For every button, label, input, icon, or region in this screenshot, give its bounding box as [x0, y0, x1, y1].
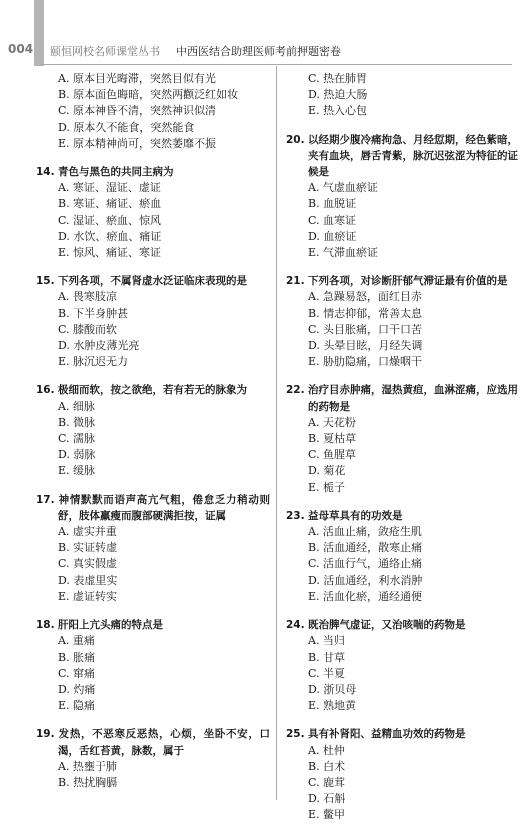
option: B. 下半身肿甚 — [58, 306, 129, 320]
option: D. 水饮、瘀血、痛证 — [58, 229, 162, 243]
option: D. 热迫大肠 — [308, 88, 368, 102]
option: C. 鱼腥草 — [308, 448, 357, 462]
question-number: 21. — [286, 275, 305, 288]
option: E. 熟地黄 — [308, 699, 357, 713]
question-stem — [286, 132, 518, 181]
question-number: 20. — [286, 133, 305, 146]
option: A. 急躁易怒，面红目赤 — [308, 290, 422, 304]
option: C. 真实假虚 — [58, 557, 118, 571]
left-column — [36, 71, 270, 791]
question-number: 25. — [286, 728, 305, 741]
question-stem — [286, 508, 518, 524]
question-24 — [286, 617, 518, 714]
option: B. 实证转虚 — [58, 541, 118, 555]
option: C. 活血行气，通络止痛 — [308, 557, 423, 571]
question-text: 以经期少腹冷痛拘急、月经愆期，经色紫暗，夹有血块，唇舌青紫，脉沉迟弦涩为特征的证候是 — [308, 133, 518, 179]
option: C. 湿证、瘀血、惊风 — [58, 213, 162, 227]
option: A. 虚实并重 — [58, 525, 117, 539]
question-19 — [36, 726, 270, 791]
option: E. 气滞血瘀证 — [308, 246, 379, 260]
option: E. 原本精神尚可，突然萎靡不振 — [58, 136, 217, 150]
option: A. 细脉 — [58, 399, 95, 413]
option: D. 浙贝母 — [308, 682, 357, 696]
question-text: 肝阳上亢头痛的特点是 — [58, 619, 163, 632]
book-title: 中西医结合助理医师考前押题密卷 — [176, 45, 341, 58]
question-stem — [36, 726, 270, 758]
option: B. 甘草 — [308, 650, 346, 664]
option: A. 活血止痛，敛疮生肌 — [308, 525, 422, 539]
question-stem — [36, 273, 270, 289]
question-text: 神情默默而语声高亢气粗，倦怠乏力稍动则舒，肢体羸瘦而腹部硬满拒按，证属 — [58, 493, 270, 522]
option: B. 胀痛 — [58, 650, 96, 664]
question-text: 下列各项，不属肾虚水泛证临床表现的是 — [58, 275, 247, 288]
question-stem — [286, 382, 518, 414]
option: B. 原本面色晦暗，突然两颧泛红如妆 — [58, 88, 239, 102]
option: E. 脉沉迟无力 — [58, 355, 129, 369]
option: B. 夏枯草 — [308, 432, 357, 446]
option: A. 寒证、湿证、虚证 — [58, 181, 161, 195]
option: C. 膝酸而软 — [58, 322, 118, 336]
option: E. 惊风、痛证、寒证 — [58, 246, 162, 260]
option: C. 半夏 — [308, 666, 346, 680]
option: E. 缓脉 — [58, 464, 96, 478]
question-text: 青色与黑色的共同主病为 — [58, 166, 174, 179]
option: D. 活血通经，利水消肿 — [308, 573, 423, 587]
option: A. 气虚血瘀证 — [308, 181, 378, 195]
option: D. 石斛 — [308, 792, 346, 806]
question-number: 15. — [36, 275, 55, 288]
option: E. 热入心包 — [308, 104, 368, 118]
option: A. 天花粉 — [308, 415, 356, 429]
question-number: 14. — [36, 166, 55, 179]
option: A. 当归 — [308, 634, 345, 648]
question-text: 具有补肾阳、益精血功效的药物是 — [308, 728, 466, 741]
question-stem — [36, 382, 270, 398]
question-23 — [286, 508, 518, 605]
series-title: 颐恒网校名师课堂丛书 — [50, 45, 160, 58]
question-stem — [36, 492, 270, 524]
option: D. 血瘀证 — [308, 229, 357, 243]
page-header — [0, 42, 526, 60]
header-rule — [40, 64, 512, 65]
question-stem — [36, 164, 270, 180]
option: E. 胁肋隐痛，口燥咽干 — [308, 355, 423, 369]
option: B. 白术 — [308, 759, 346, 773]
question-25 — [286, 726, 518, 823]
question-text: 既治脾气虚证，又治咳喘的药物是 — [308, 619, 466, 632]
question-stem — [286, 726, 518, 742]
option: B. 情志抑郁，常善太息 — [308, 306, 423, 320]
option: C. 热在肺胃 — [308, 72, 368, 85]
option: D. 头晕目眩，月经失调 — [308, 339, 423, 353]
option: C. 血寒证 — [308, 213, 357, 227]
question-17 — [36, 492, 270, 605]
option: E. 活血化瘀，通经通便 — [308, 589, 423, 603]
question-22 — [286, 382, 518, 495]
option: B. 微脉 — [58, 415, 96, 429]
question-number: 24. — [286, 619, 305, 632]
option: A. 原本目光晦滞，突然目似有光 — [58, 72, 216, 85]
question-number: 22. — [286, 384, 305, 397]
question-20 — [286, 132, 518, 262]
question-text: 益母草具有的功效是 — [308, 509, 403, 522]
option: D. 菊花 — [308, 464, 346, 478]
option: B. 血脱证 — [308, 197, 357, 211]
option: C. 鹿茸 — [308, 775, 346, 789]
option: C. 窜痛 — [58, 666, 96, 680]
question-number: 16. — [36, 384, 55, 397]
option: A. 重痛 — [58, 634, 95, 648]
option: B. 活血通经，散寒止痛 — [308, 541, 423, 555]
option: A. 热壅于肺 — [58, 759, 117, 773]
question-text: 治疗目赤肿痛，湿热黄疸，血淋涩痛，应选用的药物是 — [308, 384, 518, 413]
question-number: 18. — [36, 619, 55, 632]
question-21 — [286, 273, 518, 370]
question-13-continued — [36, 71, 270, 152]
question-text: 极细而软，按之欲绝，若有若无的脉象为 — [58, 384, 247, 397]
question-19-continued — [286, 71, 518, 120]
question-18 — [36, 617, 270, 714]
option: C. 濡脉 — [58, 432, 96, 446]
question-16 — [36, 382, 270, 479]
option: B. 寒证、痛证、瘀血 — [58, 197, 162, 211]
question-stem — [36, 617, 270, 633]
question-text: 下列各项，对诊断肝郁气滞证最有价值的是 — [308, 275, 508, 288]
question-number: 23. — [286, 509, 305, 522]
option: B. 热扰胸膈 — [58, 775, 118, 789]
option: A. 畏寒肢凉 — [58, 290, 117, 304]
option: E. 隐痛 — [58, 699, 96, 713]
option: D. 灼痛 — [58, 682, 96, 696]
option: D. 原本久不能食，突然能食 — [58, 120, 195, 134]
question-stem — [286, 617, 518, 633]
page-number: 004 — [8, 42, 34, 56]
option: E. 鳖甲 — [308, 808, 346, 822]
question-text: 发热，不恶寒反恶热，心烦，坐卧不安，口渴，舌红苔黄，脉数，属于 — [58, 728, 270, 757]
right-column — [286, 71, 518, 824]
option: D. 表虚里实 — [58, 573, 118, 587]
option: E. 虚证转实 — [58, 589, 118, 603]
option: C. 头目胀痛，口干口苦 — [308, 322, 423, 336]
column-divider — [276, 66, 277, 800]
question-number: 19. — [36, 728, 55, 741]
option: E. 栀子 — [308, 480, 346, 494]
question-number: 17. — [36, 493, 55, 506]
option: D. 水肿皮薄光亮 — [58, 339, 140, 353]
question-14 — [36, 164, 270, 261]
question-stem — [286, 273, 518, 289]
option: A. 杜仲 — [308, 743, 345, 757]
question-15 — [36, 273, 270, 370]
option: C. 原本神昏不清，突然神识似清 — [58, 104, 217, 118]
option: D. 弱脉 — [58, 448, 96, 462]
